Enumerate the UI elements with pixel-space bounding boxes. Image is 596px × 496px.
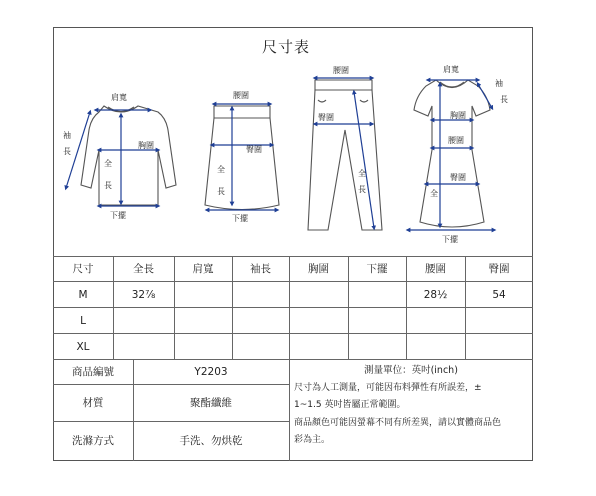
color-note-line2: 彩為主。	[294, 435, 331, 445]
header-shoulder: 肩寬	[192, 263, 214, 275]
grid-line	[53, 281, 533, 282]
grid-line	[53, 333, 533, 334]
grid-line	[53, 256, 533, 257]
grid-line	[53, 421, 289, 422]
pants-length-label-b: 長	[358, 185, 366, 194]
skirt-waist-label: 腰圍	[233, 91, 249, 100]
pants-length-label-a: 全	[358, 169, 366, 178]
shirt-diagram	[81, 106, 176, 205]
pants-length-arrow	[354, 92, 374, 228]
size-xl: XL	[76, 341, 90, 353]
skirt-length-label-b: 長	[217, 187, 225, 196]
header-length: 全長	[133, 263, 154, 275]
grid-line	[53, 307, 533, 308]
shirt-length-label-b: 長	[104, 181, 112, 190]
m-length: 32⅞	[131, 289, 156, 301]
shirt-length-label-a: 全	[104, 159, 112, 168]
product-code-label: 商品編號	[72, 366, 114, 378]
dress-hip-label: 臀圍	[450, 173, 466, 182]
dress-diagram	[414, 80, 490, 227]
color-note-line1: 商品顏色可能因螢幕不同有所差異，請以實體商品色	[294, 418, 502, 428]
material-value: 聚酯纖維	[190, 397, 232, 409]
size-l: L	[80, 315, 86, 327]
m-waist: 28½	[423, 289, 448, 301]
material-label: 材質	[82, 397, 104, 409]
shirt-sleeve-label-a: 袖	[63, 131, 71, 140]
pants-hip-label: 臀圍	[318, 113, 334, 122]
measurement-note-line1: 尺寸為人工測量，可能因布料彈性有所誤差，±	[294, 383, 482, 393]
dress-chest-label: 胸圍	[450, 111, 466, 120]
grid-line	[53, 359, 533, 360]
shirt-hem-label: 下擺	[110, 211, 126, 220]
dress-shoulder-label: 肩寬	[443, 65, 459, 74]
skirt-hip-label: 臀圍	[246, 145, 262, 154]
header-waist: 腰圍	[425, 263, 446, 275]
care-value: 手洗、勿烘乾	[179, 435, 243, 447]
care-label: 洗滌方式	[72, 435, 114, 447]
unit-note: 測量單位：英吋(inch)	[364, 365, 458, 376]
dress-sleeve-arrow	[478, 84, 492, 108]
dress-hem-label: 下擺	[442, 235, 458, 244]
dress-sleeve-label-b: 長	[500, 95, 508, 104]
chart-title: 尺寸表	[262, 38, 311, 56]
shirt-sleeve-label-b: 長	[63, 147, 71, 156]
grid-line	[53, 384, 289, 385]
header-size: 尺寸	[72, 263, 94, 275]
shirt-shoulder-label: 肩寬	[111, 93, 127, 102]
header-hip: 臀圍	[488, 263, 510, 275]
skirt-length-label-a: 全	[217, 165, 225, 174]
dress-sleeve-label-a: 袖	[495, 79, 503, 88]
shirt-chest-label: 胸圍	[138, 141, 154, 150]
header-sleeve: 袖長	[250, 263, 271, 275]
grid-line	[289, 256, 290, 461]
size-m: M	[78, 289, 88, 301]
measurement-note-line2: 1~1.5 英吋皆屬正常範圍。	[294, 400, 406, 410]
dress-waist-label: 腰圍	[448, 136, 464, 145]
header-chest: 胸圍	[308, 263, 329, 275]
dress-length-label: 全	[430, 189, 438, 198]
m-hip: 54	[492, 289, 506, 301]
product-code-value: Y2203	[194, 366, 228, 378]
header-hem: 下擺	[366, 263, 388, 275]
skirt-hem-label: 下擺	[232, 214, 248, 223]
pants-waist-label: 腰圍	[333, 66, 349, 75]
